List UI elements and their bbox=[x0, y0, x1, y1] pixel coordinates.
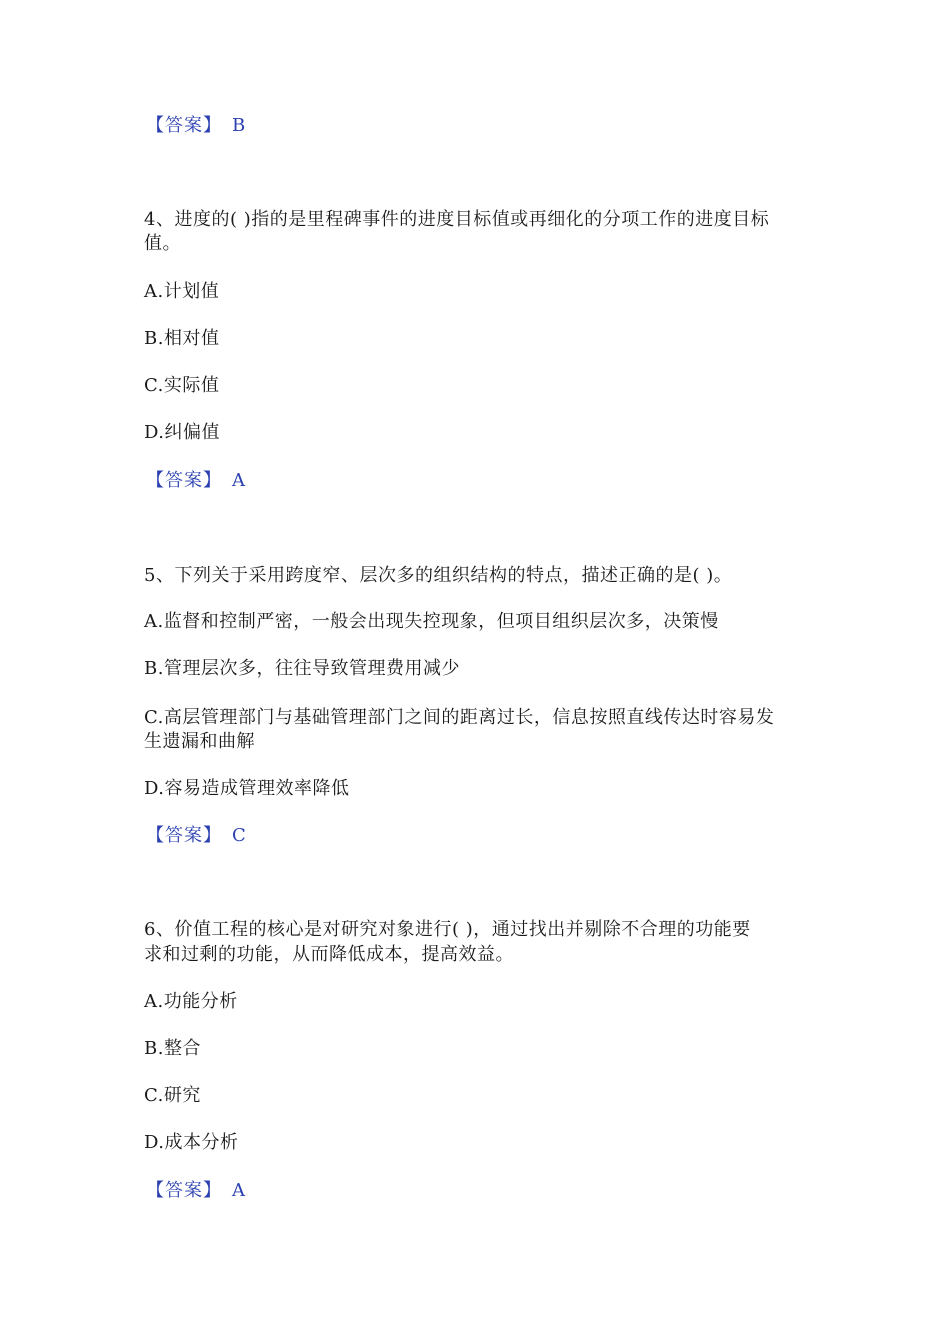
option-c: C.高层管理部门与基础管理部门之间的距离过长，信息按照直线传达时容易发 bbox=[144, 707, 775, 728]
option-c-continued: 生遗漏和曲解 bbox=[144, 731, 255, 752]
answer-value: B bbox=[232, 115, 246, 136]
option-c: C.实际值 bbox=[144, 375, 220, 396]
option-d: D.容易造成管理效率降低 bbox=[144, 778, 350, 799]
answer-value: A bbox=[232, 470, 246, 491]
option-c: C.研究 bbox=[144, 1085, 201, 1106]
question-text-continued: 求和过剩的功能，从而降低成本，提高效益。 bbox=[144, 944, 514, 965]
answer-value: C bbox=[232, 825, 247, 846]
option-b: B.整合 bbox=[144, 1038, 201, 1059]
answer-value: A bbox=[232, 1180, 246, 1201]
answer-line bbox=[146, 469, 246, 493]
answer-label: 【答案】 bbox=[146, 1180, 222, 1201]
option-a: A.监督和控制严密，一般会出现失控现象，但项目组织层次多，决策慢 bbox=[144, 611, 719, 632]
option-a: A.计划值 bbox=[144, 281, 220, 302]
answer-line bbox=[146, 824, 246, 848]
answer-line bbox=[146, 1179, 246, 1203]
answer-label: 【答案】 bbox=[146, 470, 222, 491]
option-a: A.功能分析 bbox=[144, 991, 238, 1012]
option-b: B.相对值 bbox=[144, 328, 220, 349]
answer-label: 【答案】 bbox=[146, 825, 222, 846]
option-d: D.成本分析 bbox=[144, 1132, 239, 1153]
option-b: B.管理层次多，往往导致管理费用减少 bbox=[144, 658, 460, 679]
answer-line bbox=[146, 114, 246, 138]
question-text: 4、进度的( )指的是里程碑事件的进度目标值或再细化的分项工作的进度目标 bbox=[144, 209, 770, 230]
answer-label: 【答案】 bbox=[146, 115, 222, 136]
question-text: 5、下列关于采用跨度窄、层次多的组织结构的特点，描述正确的是( )。 bbox=[144, 565, 733, 586]
question-text: 6、价值工程的核心是对研究对象进行( )，通过找出并剔除不合理的功能要 bbox=[144, 919, 751, 940]
option-d: D.纠偏值 bbox=[144, 422, 221, 443]
question-text-continued: 值。 bbox=[144, 233, 181, 254]
